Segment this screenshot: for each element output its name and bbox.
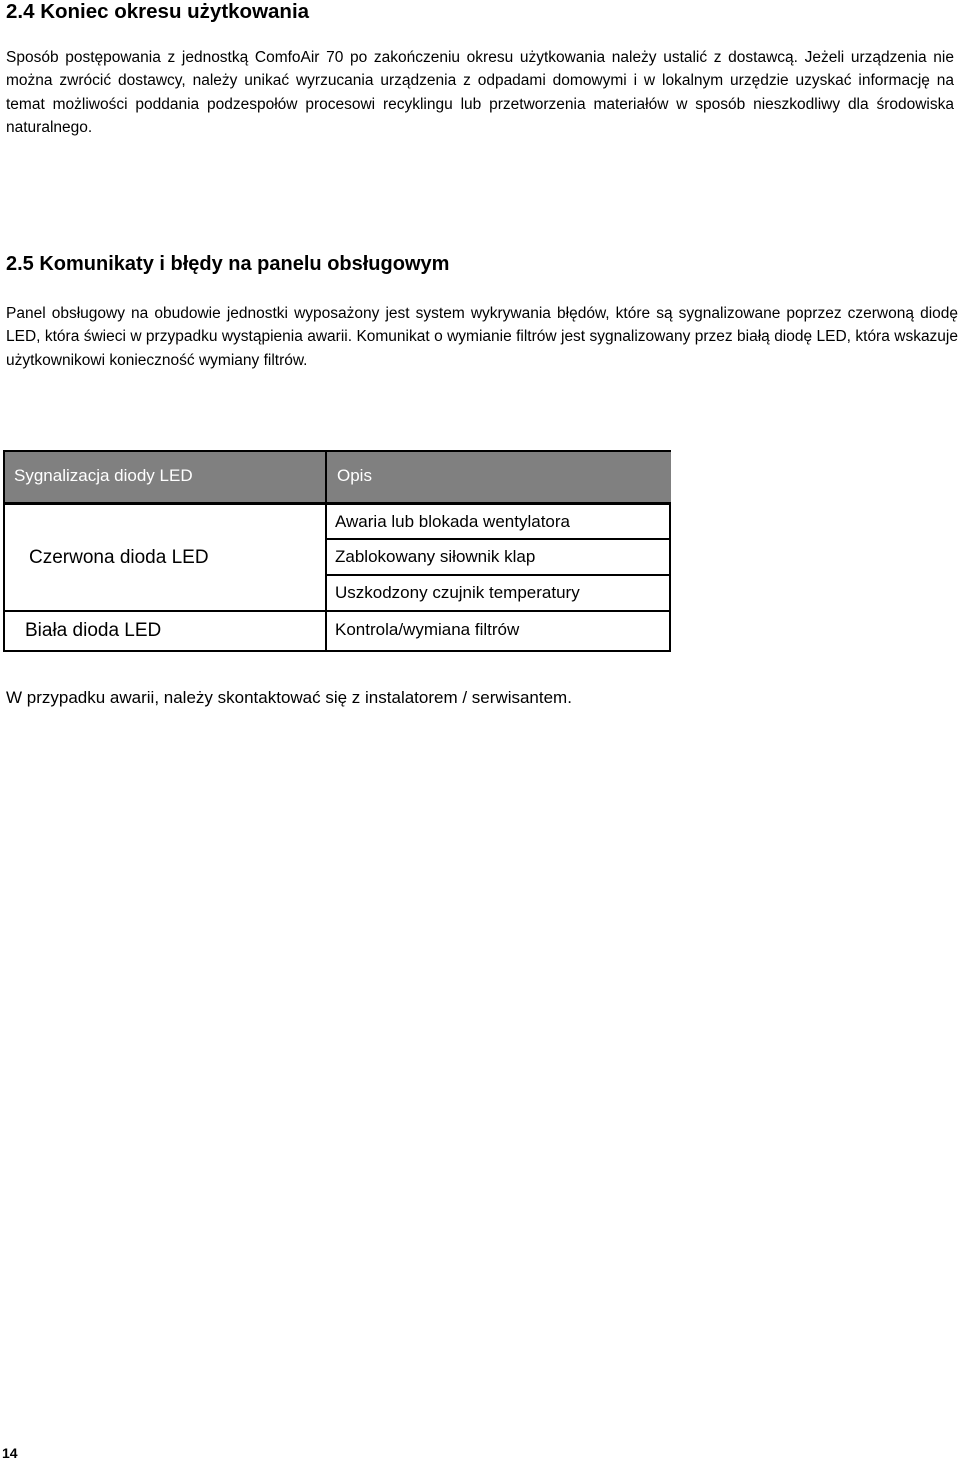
table-header-signal: Sygnalizacja diody LED [5, 452, 325, 502]
table-cell-white-led: Biała dioda LED [25, 620, 162, 641]
page-number: 14 [2, 1445, 18, 1461]
led-signal-table [3, 450, 671, 652]
table-header-description: Opis [325, 452, 671, 502]
end-of-life-paragraph: Sposób postępowania z jednostką ComfoAir 70 po zakończeniu okresu użytkowania należy ustalić z dostawcą. Jeżeli urządzenia nie można zwrócić dostawcy, należy unikać wyrzucania urządzenia z odpadami domowymi i w lokalnym urzędzie uzyskać informację na temat możliwości poddania podzespołów procesowi recyklingu lub przetworzenia materiałów w sposób nieszkodliwy dla środowiska naturalnego. [6, 49, 954, 136]
table-cell-description: Uszkodzony czujnik temperatury [335, 583, 580, 602]
section-heading-panel-messages: 2.5 Komunikaty i błędy na panelu obsługowym [6, 253, 450, 275]
table-cell-description: Zablokowany siłownik klap [335, 547, 536, 566]
table-cell-description: Kontrola/wymiana filtrów [335, 620, 520, 639]
table-cell-description: Awaria lub blokada wentylatora [335, 512, 570, 531]
section-heading-end-of-life: 2.4 Koniec okresu użytkowania [6, 0, 310, 23]
table-column-divider [325, 502, 327, 650]
table-cell-red-led: Czerwona dioda LED [29, 547, 209, 568]
service-note: W przypadku awarii, należy skontaktować się z instalatorem / serwisantem. [6, 688, 572, 707]
panel-messages-paragraph: Panel obsługowy na obudowie jednostki wyposażony jest system wykrywania błędów, które są sygnalizowane poprzez czerwoną diodę LED, która świeci w przypadku wystąpienia awarii. Komunikat o wymianie filtrów jest sygnalizowany przez białą diodę LED, która wskazuje użytkownikowi konieczność wymiany filtrów. [6, 305, 958, 369]
